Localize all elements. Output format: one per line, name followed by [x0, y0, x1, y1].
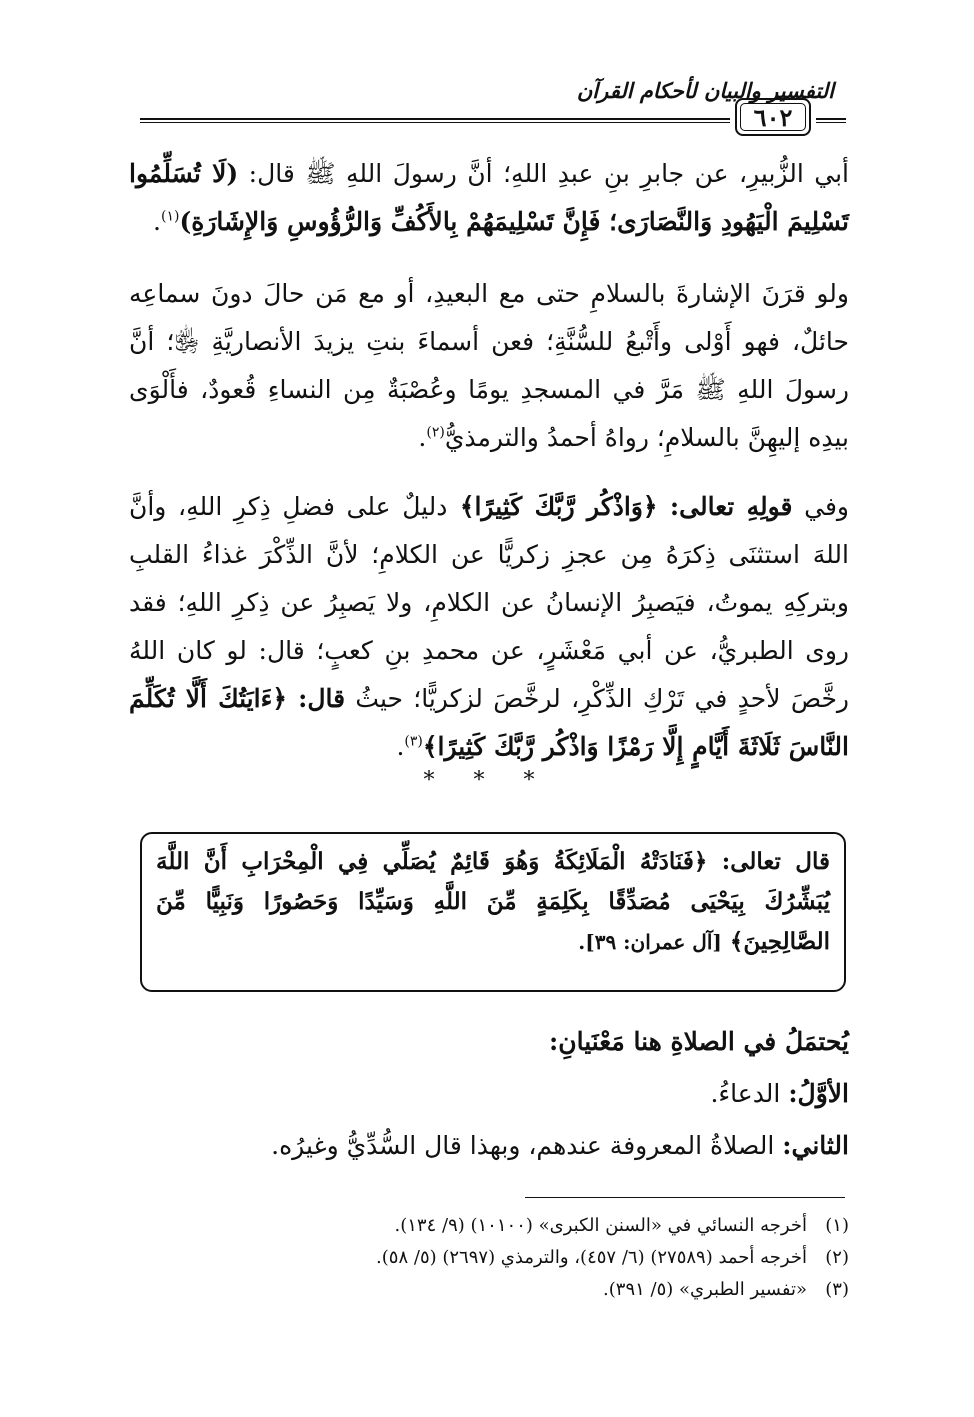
header-rule [140, 118, 730, 123]
paragraph-lead: أبي الزُّبيرِ، عن جابرِ بنِ عبدِ اللهِ؛ أنَّ رسولَ اللهِ ﷺ قال: [238, 159, 850, 188]
hadith-quote: (لَا تُسَلِّمُوا تَسْلِيمَ الْيَهُودِ وَالنَّصَارَى؛ فَإِنَّ تَسْلِيمَهُمْ بِالأَكُفِّ وَالرُّؤُوسِ وَالإِشَارَةِ) [129, 159, 849, 236]
footnote [129, 1242, 849, 1274]
footnote [129, 1210, 849, 1242]
running-title: التفسير والبيان لأحكام القرآن [576, 78, 834, 103]
paragraph-text: دليلٌ على فضلِ ذِكرِ اللهِ، وأنَّ اللهَ استثنَى ذِكرَهُ مِن عجزِ زكريًّا عن الكلامِ؛ لأنَّ الذِّكْرَ غذاءُ القلبِ وبتركِهِ يموتُ، فيَصبِرُ الإنسانُ عن الكلامِ، ولا يَصبِرُ عن ذِكرِ اللهِ؛ فقد روى الطبريُّ، عن أبي مَعْشَرٍ، عن محمدِ بنِ كعبٍ؛ قال: لو كان اللهُ رخَّصَ لأحدٍ في تَرْكِ الذِّكْرِ، لرخَّصَ لزكريًّا؛ حيثُ [129, 492, 850, 713]
footnote [129, 1274, 849, 1306]
meanings-intro [129, 1016, 849, 1068]
footnote-rule [525, 1197, 845, 1198]
footnote-number: (١) [825, 1215, 849, 1236]
quran-verse: ﴿وَاذْكُر رَّبَّكَ كَثِيرًا﴾ [447, 492, 670, 521]
page-number-frame [735, 98, 811, 136]
quran-verse: ﴿فَنَادَتْهُ الْمَلَائِكَةُ وَهُوَ قَائِمٌ يُصَلِّي فِي الْمِحْرَابِ أَنَّ اللَّهَ يُبَشِّرُكَ بِيَحْيَى مُصَدِّقًا بِكَلِمَةٍ مِّنَ اللَّهِ وَسَيِّدًا وَحَصُورًا وَنَبِيًّا مِّنَ الصَّالِحِينَ﴾ [156, 848, 830, 955]
footnote-number: (٣) [825, 1279, 849, 1300]
paragraph-tail: . [418, 423, 427, 452]
verse-box [140, 832, 846, 992]
paragraph-tail: . [396, 732, 405, 761]
verse-reference: [آل عمران: ٣٩]. [578, 930, 722, 954]
quran-verse: ﴿ءَايَتُكَ أَلَّا تُكَلِّمَ النَّاسَ ثَلَاثَةَ أَيَّامٍ إِلَّا رَمْزًا وَاذْكُر رَّبَّكَ كَثِيرًا﴾ [129, 684, 849, 761]
footnote-text: أخرجه النسائي في «السنن الكبرى» (١٠١٠٠) (٩/ ١٣٤). [394, 1215, 807, 1236]
paragraph-text: ولو قرَنَ الإشارةَ بالسلامِ حتى مع البعيدِ، أو مع مَن حالَ دونَ سماعِه حائلٌ، فهو أَوْلى وأَتْبعُ للسُّنَّةِ؛ فعن أسماءَ بنتِ يزيدَ الأنصاريَّةِ ﵂؛ أنَّ رسولَ اللهِ ﷺ مَرَّ في المسجدِ يومًا وعُصْبَةٌ مِن النساءِ قُعودٌ، فأَلْوَى بيدِه إليهِنَّ بالسلامِ؛ رواهُ أحمدُ والترمذيُّ [129, 279, 849, 452]
footnotes [129, 1210, 849, 1306]
footnote-number: (٢) [825, 1247, 849, 1268]
paragraph-dhikr [129, 483, 849, 771]
bold-phrase: قال: [298, 684, 346, 713]
footnote-text: «تفسير الطبري» (٥/ ٣٩١). [603, 1279, 807, 1300]
verse-label: قال تعالى: [721, 848, 830, 875]
footnote-ref-3[interactable]: (٣) [404, 733, 423, 750]
paragraph-hadith [129, 150, 849, 246]
meaning-text: الدعاءُ. [710, 1079, 789, 1108]
page-number: ٦٠٢ [753, 102, 793, 132]
footnote-text: أخرجه أحمد (٢٧٥٨٩) (٦/ ٤٥٧)، والترمذي (٢٦٩٧) (٥/ ٥٨). [376, 1247, 807, 1268]
meaning-label: الثاني: [782, 1131, 849, 1160]
meaning-label: الأوَّلُ: [788, 1079, 849, 1108]
footnote-ref-1[interactable]: (١) [160, 208, 180, 225]
meaning-text: الصلاةُ المعروفة عندهم، وبهذا قال السُّدِّيُّ وغيرُه. [271, 1131, 783, 1160]
footnote-ref-2[interactable]: (٢) [426, 424, 445, 441]
paragraph-gesture [129, 270, 849, 462]
section-separator: * * * [423, 768, 551, 793]
header-rule-right [816, 118, 846, 123]
meanings-list [129, 1016, 849, 1172]
bold-phrase: قولِهِ تعالى: [669, 492, 793, 521]
intro-text: يُحتمَلُ في الصلاةِ هنا مَعْنَيانِ: [549, 1027, 849, 1056]
verse-text [156, 842, 830, 962]
paragraph-lead: وفي [792, 492, 849, 521]
meaning-first [129, 1068, 849, 1120]
meaning-second [129, 1120, 849, 1172]
paragraph-tail: . [153, 207, 161, 236]
